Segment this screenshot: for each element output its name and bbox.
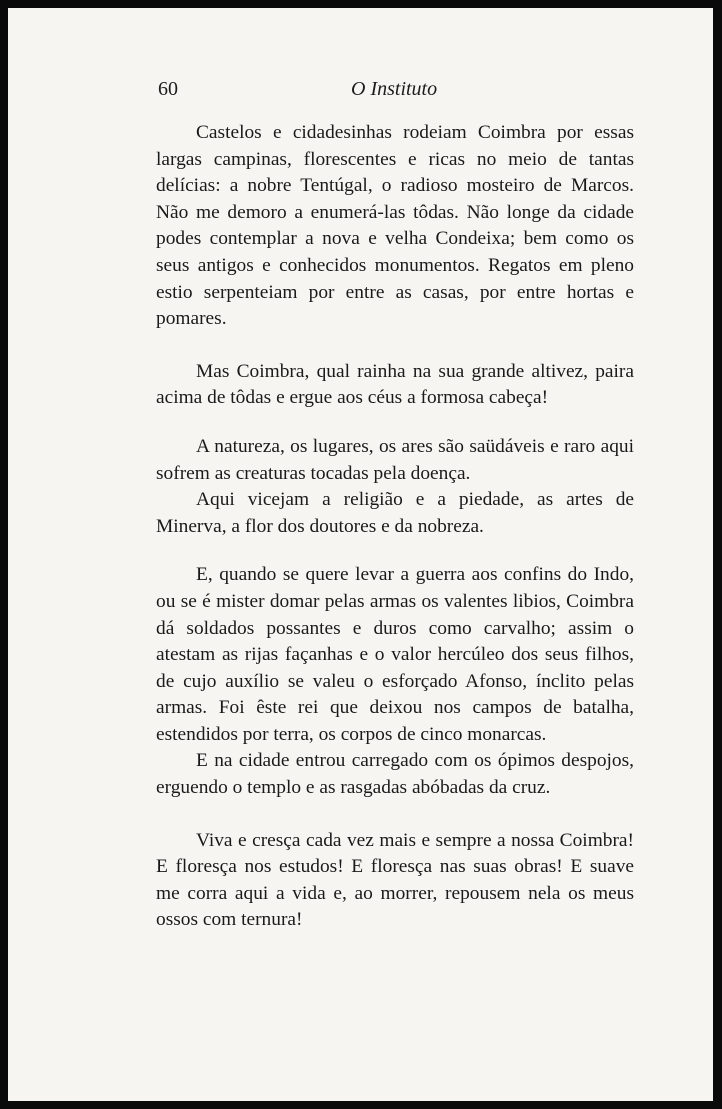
running-header	[158, 78, 588, 108]
paragraph: Mas Coimbra, qual rainha na sua grande altivez, paira acima de tôdas e ergue aos céus a formosa cabeça!	[156, 360, 634, 409]
paragraph: Castelos e cidadesinhas rodeiam Coimbra por essas largas campinas, florescentes e ricas no meio de tantas delícias: a nobre Tentúgal, o radioso mosteiro de Marcos. Não me demoro a enumerá-las tôdas. Não longe da cidade podes contemplar a nova e velha Condeixa; bem como os seus antigos e conhecidos monumentos. Regatos em pleno estio serpenteiam por entre as casas, por entre hortas e pomares.	[156, 122, 634, 330]
body-text	[156, 120, 634, 934]
paragraph: E, quando se quere levar a guerra aos confins do Indo, ou se é mister domar pelas armas os valentes libios, Coimbra dá soldados possantes e duros como carvalho; assim o atestam as rijas façanhas e o valor hercúleo dos seus filhos, de cujo auxílio se valeu o esforçado Afonso, ínclito pelas armas. Foi êste rei que deixou nos campos de batalha, estendidos por terra, os corpos de cinco monarcas.	[156, 564, 634, 745]
paragraph: Viva e cresça cada vez mais e sempre a nossa Coimbra! E floresça nos estudos! E floresça nas suas obras! E suave me corra aqui a vida e, ao morrer, repousem nela os meus ossos com ternura!	[156, 829, 634, 931]
book-page	[8, 8, 713, 1101]
running-title: O Instituto	[351, 78, 438, 100]
paragraph: A natureza, os lugares, os ares são saüdáveis e raro aqui sofrem as creaturas tocadas pela doença.	[156, 435, 634, 484]
page-number: 60	[158, 78, 178, 100]
paragraph: Aqui vicejam a religião e a piedade, as artes de Minerva, a flor dos doutores e da nobreza.	[156, 489, 634, 537]
paragraph: E na cidade entrou carregado com os ópimos despojos, erguendo o templo e as rasgadas abóbadas da cruz.	[156, 750, 634, 799]
